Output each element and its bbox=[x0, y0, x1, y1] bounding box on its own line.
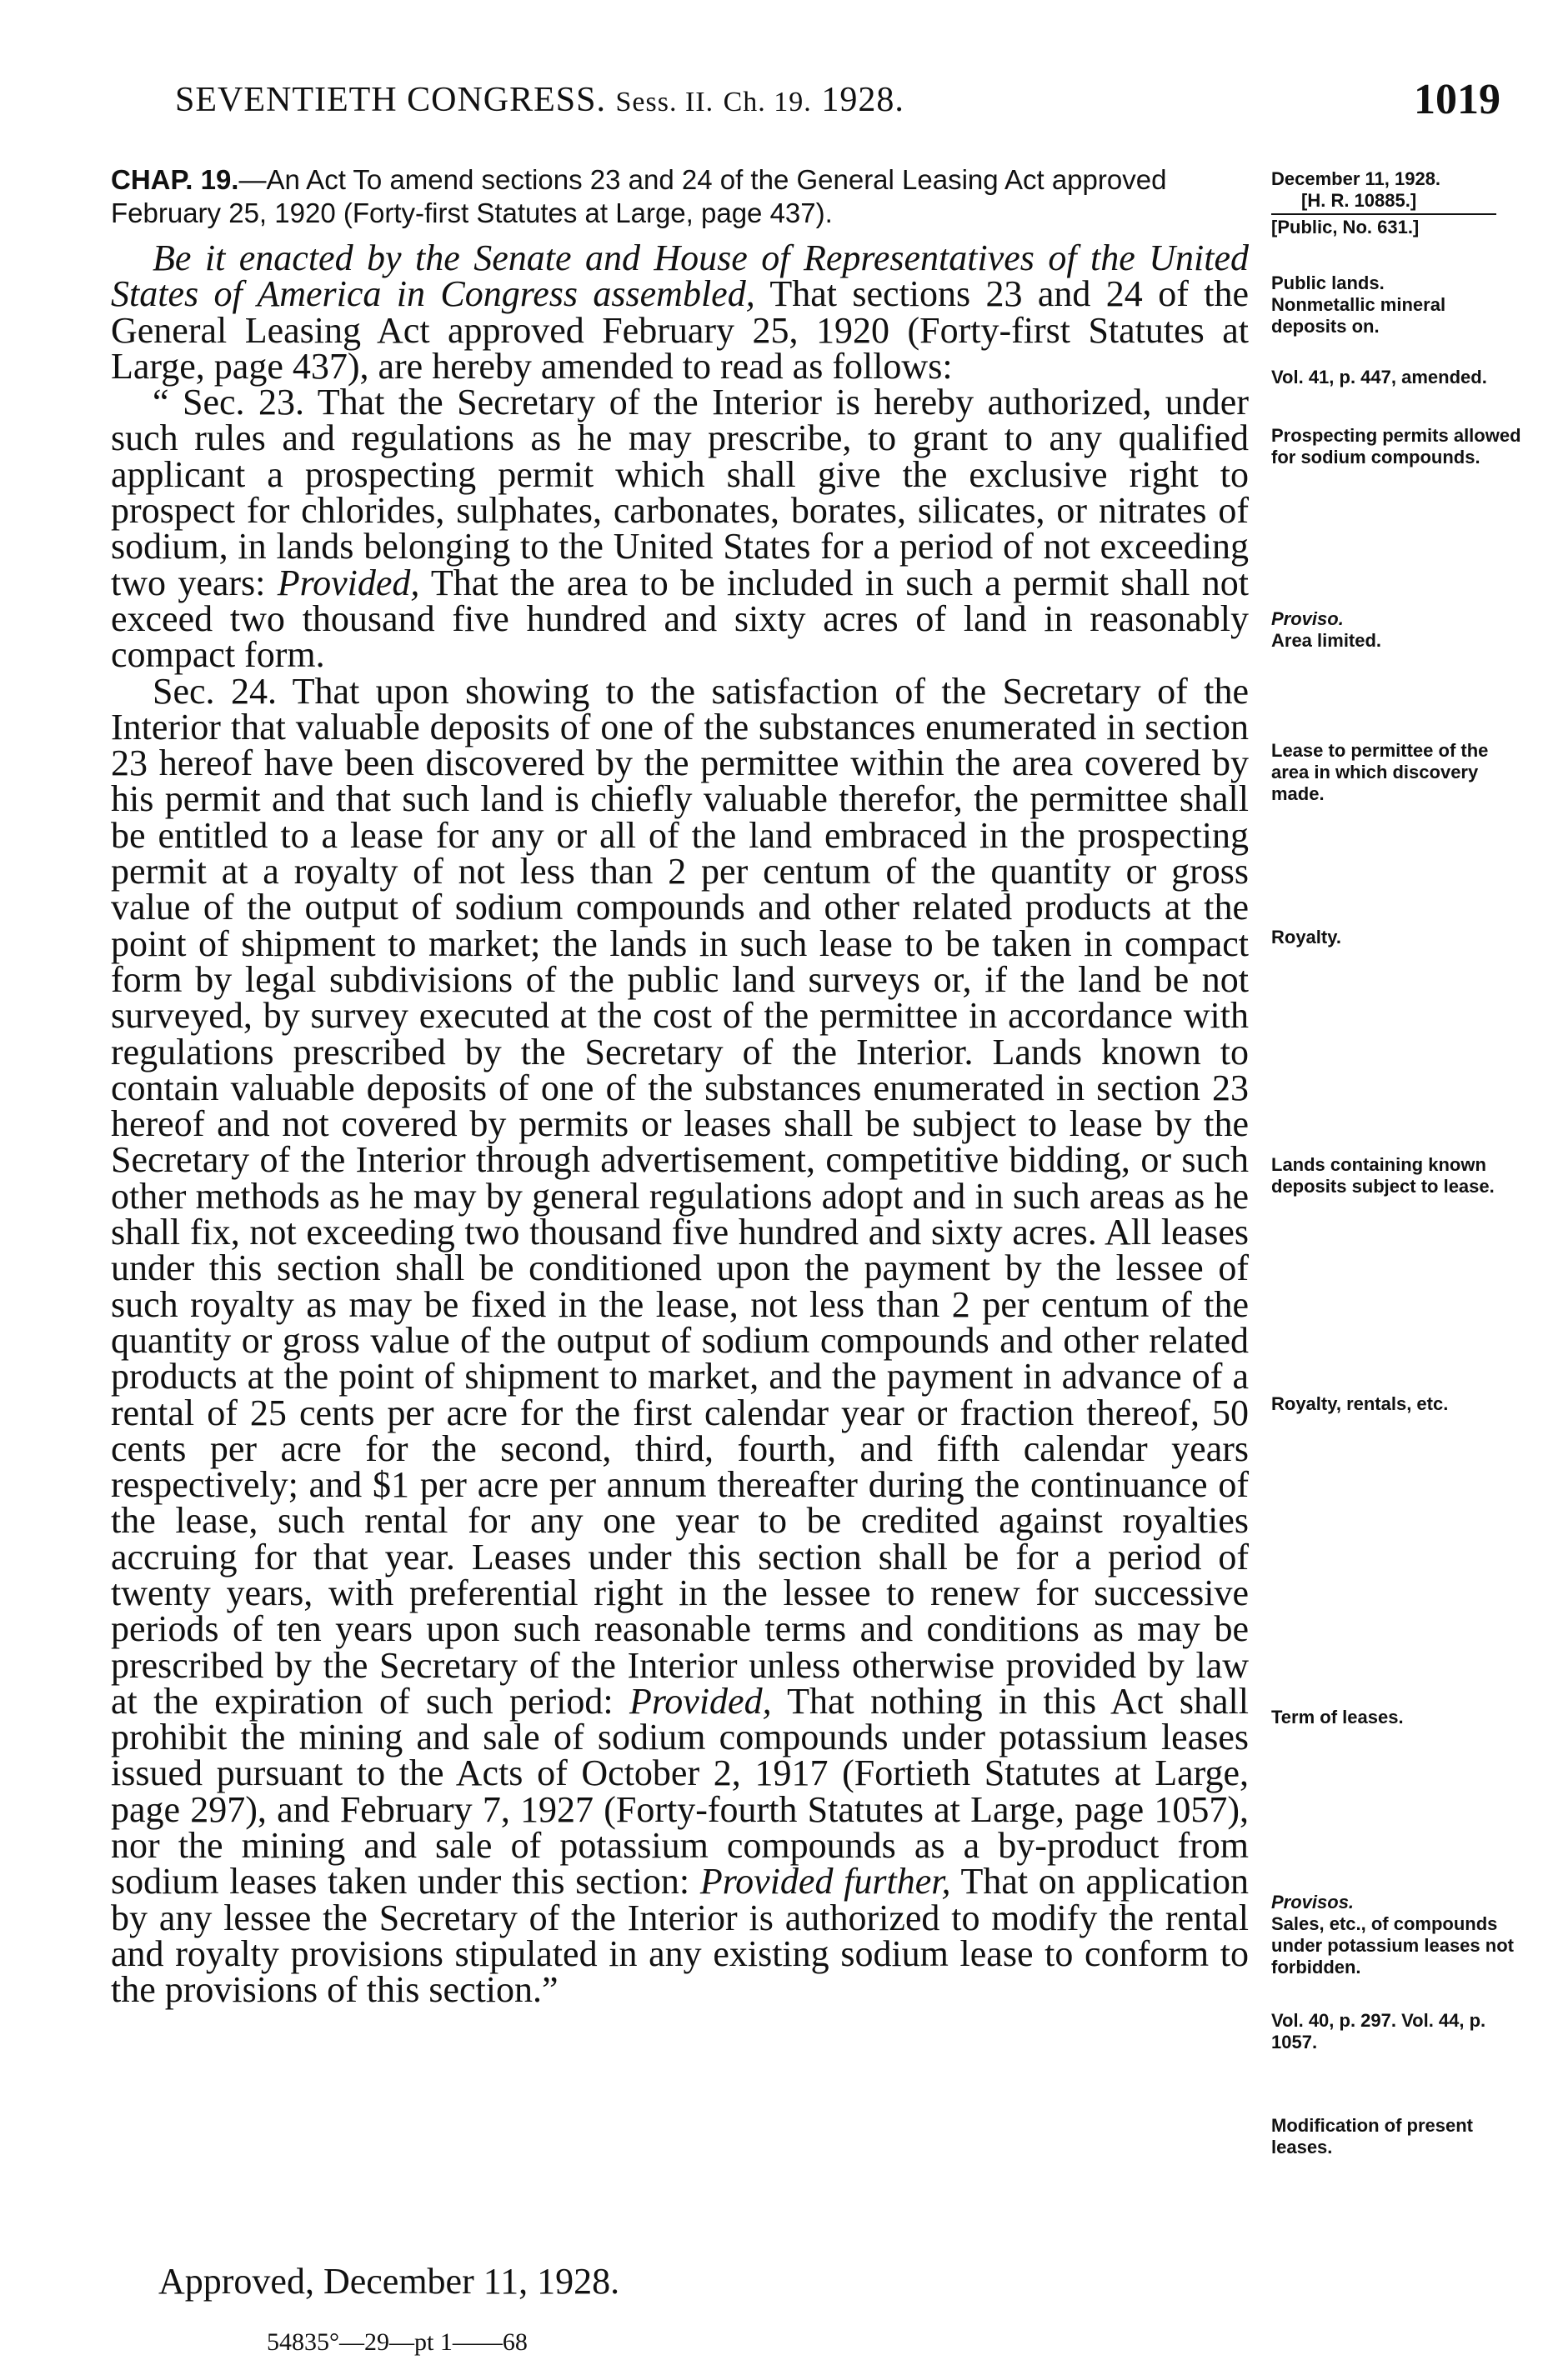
approval-line: Approved, December 11, 1928. bbox=[158, 2261, 620, 2302]
margin-rule bbox=[1271, 213, 1496, 215]
margin-note-proviso-area bbox=[1271, 608, 1521, 652]
margin-note-term: Term of leases. bbox=[1271, 1707, 1404, 1728]
enacting-clause-text: That sections 23 and 24 of the General Leasing Act approved February 25, 1920 (Forty-first Statutes at Large, page 437), are hereby amended to read as follows: bbox=[111, 273, 1250, 387]
enacting-clause-italic: Be it enacted by the Senate and House of Representatives of the United States of America in Congress assembled, bbox=[111, 238, 1249, 315]
margin-note-royalty: Royalty. bbox=[1271, 927, 1341, 948]
margin-date-block bbox=[1271, 168, 1521, 238]
margin-note-prospecting: Prospecting permits allowed for sodium compounds. bbox=[1271, 425, 1521, 468]
header-title bbox=[175, 80, 904, 120]
chapter-heading bbox=[111, 163, 1249, 230]
margin-public-law: [Public, No. 631.] bbox=[1271, 217, 1420, 238]
running-header bbox=[175, 76, 1500, 138]
section-23-text-b: That the area to be included in such a permit shall not exceed two thousand five hundred and sixty acres of land in reasonably compact form. bbox=[111, 562, 1249, 676]
section-24 bbox=[111, 670, 1249, 2011]
margin-date: December 11, 1928. bbox=[1271, 168, 1441, 189]
section-23 bbox=[111, 382, 1249, 676]
margin-note-public-lands-title: Public lands. bbox=[1271, 272, 1385, 293]
margin-note-public-lands-sub: Nonmetallic mineral deposits on. bbox=[1271, 294, 1446, 337]
enacting-clause bbox=[111, 238, 1250, 387]
margin-note-proviso: Proviso. bbox=[1271, 608, 1344, 629]
margin-note-area-limited: Area limited. bbox=[1271, 630, 1382, 651]
margin-note-sales: Sales, etc., of compounds under potassium leases not forbidden. bbox=[1271, 1913, 1514, 1978]
margin-note-modification: Modification of present leases. bbox=[1271, 2115, 1473, 2158]
page-number: 1019 bbox=[1414, 76, 1500, 123]
margin-note-provisos: Provisos. bbox=[1271, 1892, 1355, 1912]
act-body bbox=[111, 238, 1250, 2011]
margin-note-public-lands bbox=[1271, 272, 1521, 338]
header-chapter: Ch. 19. bbox=[723, 87, 812, 118]
margin-note-lands-known: Lands containing known deposits subject to lease. bbox=[1271, 1154, 1495, 1197]
section-23-text-a: “ Sec. 23. That the Secretary of the Interior is hereby authorized, under such rules and regulations as he may prescribe, to grant to any qualified applicant a prospecting permit which shall give the exclusive right to prospect for chlorides, sulphates, carbonates, borates, silicates, or nitrates of sodium, in lands belonging to the United States for a period of not exceeding two years: bbox=[111, 382, 1249, 603]
section-23-proviso: Provided, bbox=[277, 562, 420, 603]
section-24-text-c: That on application by any lessee the Secretary of the Interior is authorized to modify the rental and royalty provisions stipulated in any existing sodium lease to conform to the provisions of this section.” bbox=[111, 1861, 1249, 2011]
margin-note-royalty-rentals: Royalty, rentals, etc. bbox=[1271, 1393, 1449, 1414]
margin-note-vol40: Vol. 40, p. 297. Vol. 44, p. 1057. bbox=[1271, 2010, 1486, 2052]
section-24-proviso-further: Provided further, bbox=[699, 1861, 951, 1902]
margin-note-provisos-sales bbox=[1271, 1892, 1521, 1978]
section-24-proviso: Provided, bbox=[629, 1680, 772, 1722]
chapter-title: —An Act To amend sections 23 and 24 of the General Leasing Act approved February 25, 1920 (Forty-first Statutes at Large, page 437). bbox=[111, 164, 1167, 228]
header-year: 1928. bbox=[821, 81, 904, 119]
margin-note-vol41: Vol. 41, p. 447, amended. bbox=[1271, 367, 1487, 388]
section-24-text-b: That nothing in this Act shall prohibit the mining and sale of sodium compounds under potassium leases issued pursuant to the Acts of October 2, 1917 (Fortieth Statutes at Large, page 297), and February 7, 1927 (Forty-fourth Statutes at Large, page 1057), nor the mining and sale of potassium compounds as a by-product from sodium leases taken under this section: bbox=[111, 1680, 1249, 1902]
chapter-label: CHAP. 19. bbox=[111, 164, 239, 195]
header-session: Sess. II. bbox=[615, 87, 714, 118]
header-congress: SEVENTIETH CONGRESS. bbox=[175, 81, 607, 119]
margin-bill: [H. R. 10885.] bbox=[1301, 190, 1417, 211]
print-footer: 54835°—29—pt 1——68 bbox=[267, 2328, 528, 2356]
margin-note-lease-permittee: Lease to permittee of the area in which discovery made. bbox=[1271, 740, 1489, 804]
section-24-text-a: Sec. 24. That upon showing to the satisfaction of the Secretary of the Interior that valuable deposits of one of the substances enumerated in section 23 hereof have been discovered by the permittee within the area covered by his permit and that such land is chiefly valuable therefor, the permittee shall be entitled to a lease for any or all of the land embraced in the prospecting permit at a royalty of not less than 2 per centum of the quantity or gross value of the output of sodium compounds and other related products at the point of shipment to market; the lands in such lease to be taken in compact form by legal subdivisions of the public land surveys or, if the land be not surveyed, by survey executed at the cost of the permittee in accordance with regulations prescribed by the Secretary of the Interior. Lands known to contain valuable deposits of one of the substances enumerated in section 23 hereof and not covered by permits or leases shall be subject to lease by the Secretary of the Interior through advertisement, competitive bidding, or such other methods as he may by general regulations adopt and in such areas as he shall fix, not exceeding two thousand five hundred and sixty acres. All leases under this section shall be conditioned upon the payment by the lessee of such royalty as may be fixed in the lease, not less than 2 per centum of the quantity or gross value of the output of sodium compounds and other related products at the point of shipment to market, and the payment in advance of a rental of 25 cents per acre for the first calendar year or fraction thereof, 50 cents per acre for the second, third, fourth, and fifth calendar years respectively; and $1 per acre per annum thereafter during the continuance of the lease, such rental for any one year to be credited against royalties accruing for that year. Leases under this section shall be for a period of twenty years, with preferential right in the lessee to renew for successive periods of ten years upon such reasonable terms and conditions as may be prescribed by the Secretary of the Interior unless otherwise provided by law at the expiration of such period: bbox=[111, 670, 1249, 1722]
